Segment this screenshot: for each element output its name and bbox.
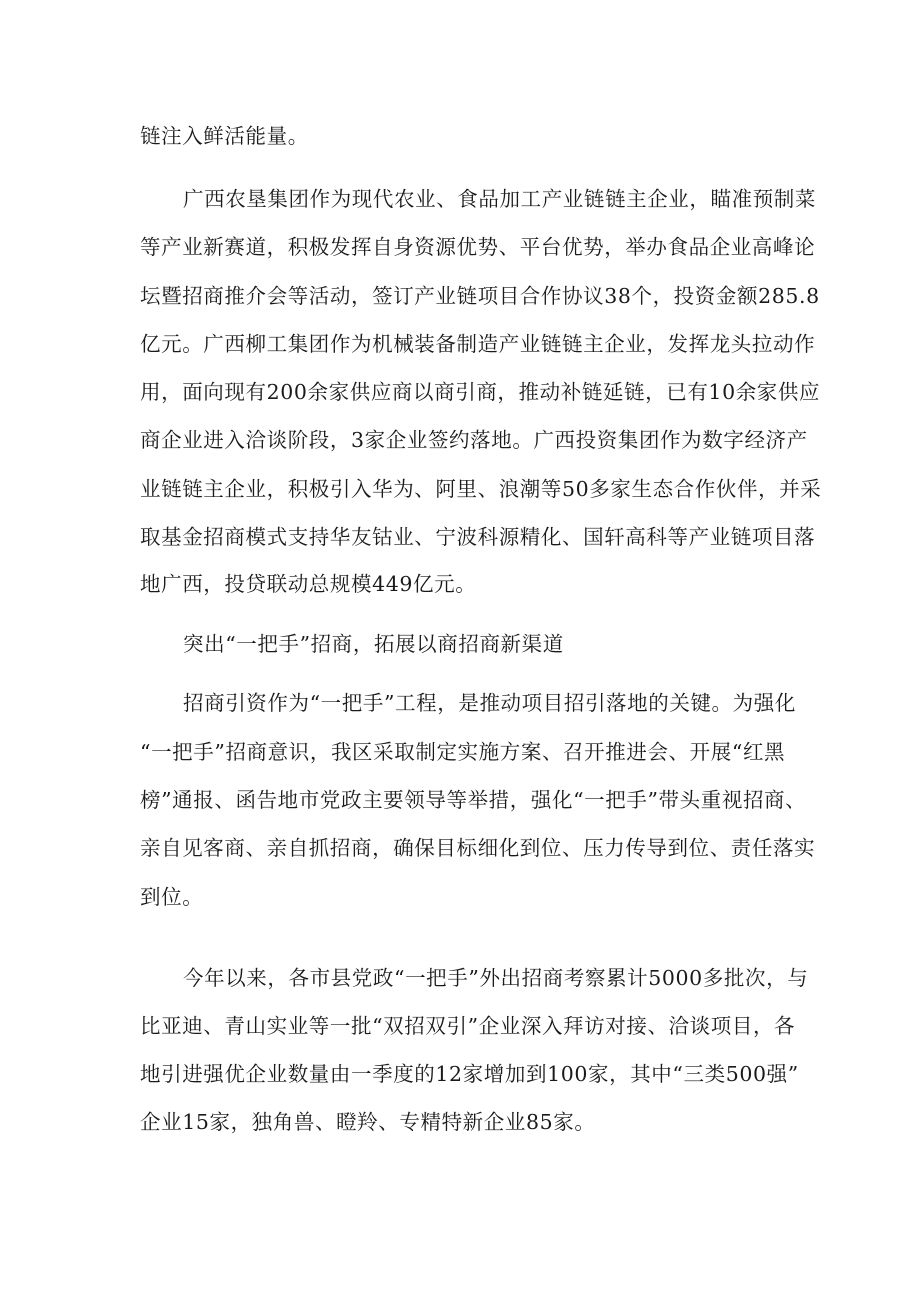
text-line: 企业15家，独角兽、瞪羚、专精特新企业85家。 [140,1110,596,1134]
text-line: 招商引资作为“一把手”工程，是推动项目招引落地的关键。为强化 [183,691,796,715]
text-line: 用，面向现有200余家供应商以商引商，推动补链延链，已有10余家供应 [140,380,821,404]
text-line: 等产业新赛道，积极发挥自身资源优势、平台优势，举办食品企业高峰论 [140,235,816,259]
text-line: 广西农垦集团作为现代农业、食品加工产业链链主企业，瞄准预制菜 [183,187,816,211]
text-line: 地引进强优企业数量由一季度的12家增加到100家，其中“三类500强” [140,1062,799,1086]
text-line: 坛暨招商推介会等活动，签订产业链项目合作协议38个，投资金额285.8 [140,284,820,308]
text-line: 比亚迪、青山实业等一批“双招双引”企业深入拜访对接、洽谈项目，各 [140,1014,796,1038]
text-line: 到位。 [140,885,204,909]
text-line: 今年以来，各市县党政“一把手”外出招商考察累计5000多批次，与 [183,966,809,990]
text-line: 亿元。广西柳工集团作为机械装备制造产业链链主企业，发挥龙头拉动作 [140,332,816,356]
text-line: 地广西，投贷联动总规模449亿元。 [140,572,477,596]
text-line: 榜”通报、函告地市党政主要领导等举措，强化“一把手”带头重视招商、 [140,788,807,812]
text-line: 商企业进入洽谈阶段，3家企业签约落地。广西投资集团作为数字经济产 [140,428,808,452]
text-line: “一把手”招商意识，我区采取制定实施方案、召开推进会、开展“红黑 [140,740,786,764]
text-line: 亲自见客商、亲自抓招商，确保目标细化到位、压力传导到位、责任落实 [140,836,816,860]
section-heading: 突出“一把手”招商，拓展以商招商新渠道 [183,632,564,656]
text-line: 链注入鲜活能量。 [140,124,309,148]
text-line: 取基金招商模式支持华友钴业、宁波科源精化、国轩高科等产业链项目落 [140,525,816,549]
text-line: 业链链主企业，积极引入华为、阿里、浪潮等50多家生态合作伙伴，并采 [140,477,822,501]
